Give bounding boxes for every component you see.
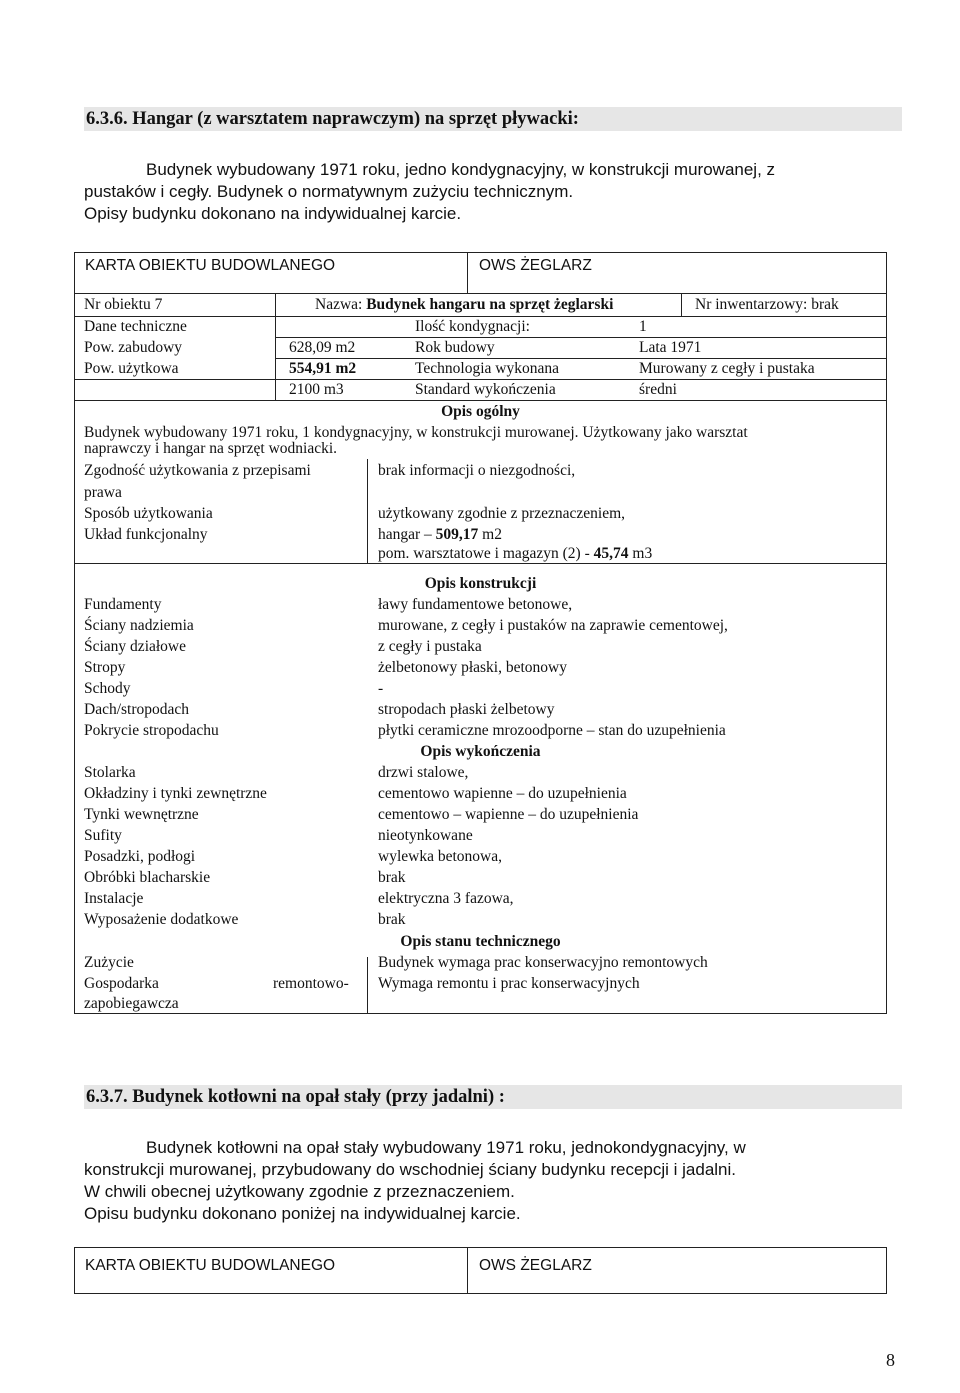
general-description-line: Budynek wybudowany 1971 roku, 1 kondygnacyjny, w konstrukcji murowanej. Użytkowany jako warsztat bbox=[84, 424, 748, 441]
volume-value: 2100 m3 bbox=[289, 381, 344, 398]
built-area-label: Pow. zabudowy bbox=[84, 339, 183, 356]
row-label: Stolarka bbox=[84, 764, 136, 781]
paragraph-line: W chwili obecnej użytkowany zgodnie z przeznaczeniem. bbox=[84, 1182, 515, 1201]
row-value: murowane, z cegły i pustaków na zaprawie cementowej, bbox=[378, 617, 728, 634]
row-label: Okładziny i tynki zewnętrzne bbox=[84, 785, 267, 802]
finishing-title: Opis wykończenia bbox=[420, 743, 541, 760]
year-label: Rok budowy bbox=[415, 339, 495, 356]
paragraph-line: pustaków i cegły. Budynek o normatywnym zużyciu technicznym. bbox=[84, 182, 574, 201]
usable-area-value: 554,91 m2 bbox=[289, 360, 357, 377]
row-label: Pokrycie stropodachu bbox=[84, 722, 219, 739]
usable-area-label: Pow. użytkowa bbox=[84, 360, 179, 377]
year-value: Lata 1971 bbox=[639, 339, 702, 356]
paragraph-line: Opisy budynku dokonano na indywidualnej karcie. bbox=[84, 204, 462, 223]
layout-value-workshop: pom. warsztatowe i magazyn (2) - 45,74 m3 bbox=[378, 545, 653, 562]
built-area-value: 628,09 m2 bbox=[289, 339, 356, 356]
compliance-value: brak informacji o niezgodności, bbox=[378, 462, 576, 479]
card-title: KARTA OBIEKTU BUDOWLANEGO bbox=[85, 1257, 336, 1274]
row-value: elektryczna 3 fazowa, bbox=[378, 890, 514, 907]
paragraph-line: konstrukcji murowanej, przybudowany do wschodniej ściany budynku recepcji i jadalni. bbox=[84, 1160, 737, 1179]
layout-value-hangar: hangar – 509,17 m2 bbox=[378, 526, 502, 543]
general-description-line: naprawczy i hangar na sprzęt wodniacki. bbox=[84, 440, 338, 457]
row-value: ławy fundamentowe betonowe, bbox=[378, 596, 573, 613]
technology-value: Murowany z cegły i pustaka bbox=[639, 360, 815, 377]
card-organization: OWS ŻEGLARZ bbox=[479, 1257, 592, 1274]
technical-data-label: Dane techniczne bbox=[84, 318, 187, 335]
technology-label: Technologia wykonana bbox=[415, 360, 559, 377]
object-number: Nr obiektu 7 bbox=[84, 296, 163, 313]
row-value: cementowo wapienne – do uzupełnienia bbox=[378, 785, 627, 802]
wear-value: Budynek wymaga prac konserwacyjno remontowych bbox=[378, 954, 708, 971]
row-label: Instalacje bbox=[84, 890, 144, 907]
inventory-number: Nr inwentarzowy: brak bbox=[695, 296, 839, 313]
standard-value: średni bbox=[639, 381, 677, 398]
floors-label: Ilość kondygnacji: bbox=[415, 318, 530, 335]
object-card-table bbox=[74, 293, 887, 1014]
row-value: płytki ceramiczne mrozoodporne – stan do uzupełnienia bbox=[378, 722, 726, 739]
row-label: Schody bbox=[84, 680, 131, 697]
general-description-title: Opis ogólny bbox=[441, 403, 520, 420]
floors-value: 1 bbox=[639, 318, 647, 335]
paragraph-line: Budynek wybudowany 1971 roku, jedno kondygnacyjny, w konstrukcji murowanej, z bbox=[146, 160, 776, 179]
paragraph-line: Opisu budynku dokonano poniżej na indywidualnej karcie. bbox=[84, 1204, 521, 1223]
row-value: żelbetonowy płaski, betonowy bbox=[378, 659, 567, 676]
row-value: z cegły i pustaka bbox=[378, 638, 482, 655]
compliance-label-cont: prawa bbox=[84, 484, 122, 501]
row-value: nieotynkowane bbox=[378, 827, 473, 844]
wear-label: Zużycie bbox=[84, 954, 134, 971]
section-paragraph bbox=[84, 159, 874, 225]
condition-title: Opis stanu technicznego bbox=[400, 933, 561, 950]
row-value: - bbox=[378, 680, 384, 697]
usage-label: Sposób użytkowania bbox=[84, 505, 213, 522]
maintenance-label-cont: remontowo- bbox=[273, 975, 349, 992]
paragraph-line: Budynek kotłowni na opał stały wybudowany 1971 roku, jednokondygnacyjny, w bbox=[146, 1138, 746, 1157]
row-label: Obróbki blacharskie bbox=[84, 869, 211, 886]
row-label: Tynki wewnętrzne bbox=[84, 806, 199, 823]
maintenance-label: Gospodarka bbox=[84, 975, 159, 992]
row-label: Wyposażenie dodatkowe bbox=[84, 911, 239, 928]
row-label: Stropy bbox=[84, 659, 126, 676]
row-value: drzwi stalowe, bbox=[378, 764, 469, 781]
maintenance-label-cont: zapobiegawcza bbox=[84, 995, 179, 1012]
usage-value: użytkowany zgodnie z przeznaczeniem, bbox=[378, 505, 626, 522]
row-value: stropodach płaski żelbetowy bbox=[378, 701, 555, 718]
row-value: cementowo – wapienne – do uzupełnienia bbox=[378, 806, 639, 823]
card-header bbox=[74, 1247, 887, 1294]
maintenance-value: Wymaga remontu i prac konserwacyjnych bbox=[378, 975, 640, 992]
layout-label: Układ funkcjonalny bbox=[84, 526, 208, 543]
row-value: brak bbox=[378, 869, 406, 886]
row-value: wylewka betonowa, bbox=[378, 848, 502, 865]
standard-label: Standard wykończenia bbox=[415, 381, 556, 398]
row-value: brak bbox=[378, 911, 406, 928]
card-title: KARTA OBIEKTU BUDOWLANEGO bbox=[85, 257, 336, 274]
row-label: Ściany działowe bbox=[84, 638, 187, 655]
row-label: Fundamenty bbox=[84, 596, 162, 613]
construction-title: Opis konstrukcji bbox=[424, 575, 537, 592]
section-heading: 6.3.7. Budynek kotłowni na opał stały (przy jadalni) : bbox=[84, 1085, 902, 1109]
section-paragraph bbox=[84, 1137, 884, 1225]
compliance-label: Zgodność użytkowania z przepisami bbox=[84, 462, 311, 479]
section-heading: 6.3.6. Hangar (z warsztatem naprawczym) na sprzęt pływacki: bbox=[84, 107, 902, 131]
row-label: Sufity bbox=[84, 827, 122, 844]
row-label: Ściany nadziemia bbox=[84, 617, 194, 634]
page-number: 8 bbox=[886, 1350, 895, 1370]
card-header bbox=[74, 252, 887, 294]
object-name: Nazwa: Budynek hangaru na sprzęt żeglarski bbox=[315, 296, 614, 313]
card-organization: OWS ŻEGLARZ bbox=[479, 257, 592, 274]
row-label: Dach/stropodach bbox=[84, 701, 190, 718]
row-label: Posadzki, podłogi bbox=[84, 848, 196, 865]
